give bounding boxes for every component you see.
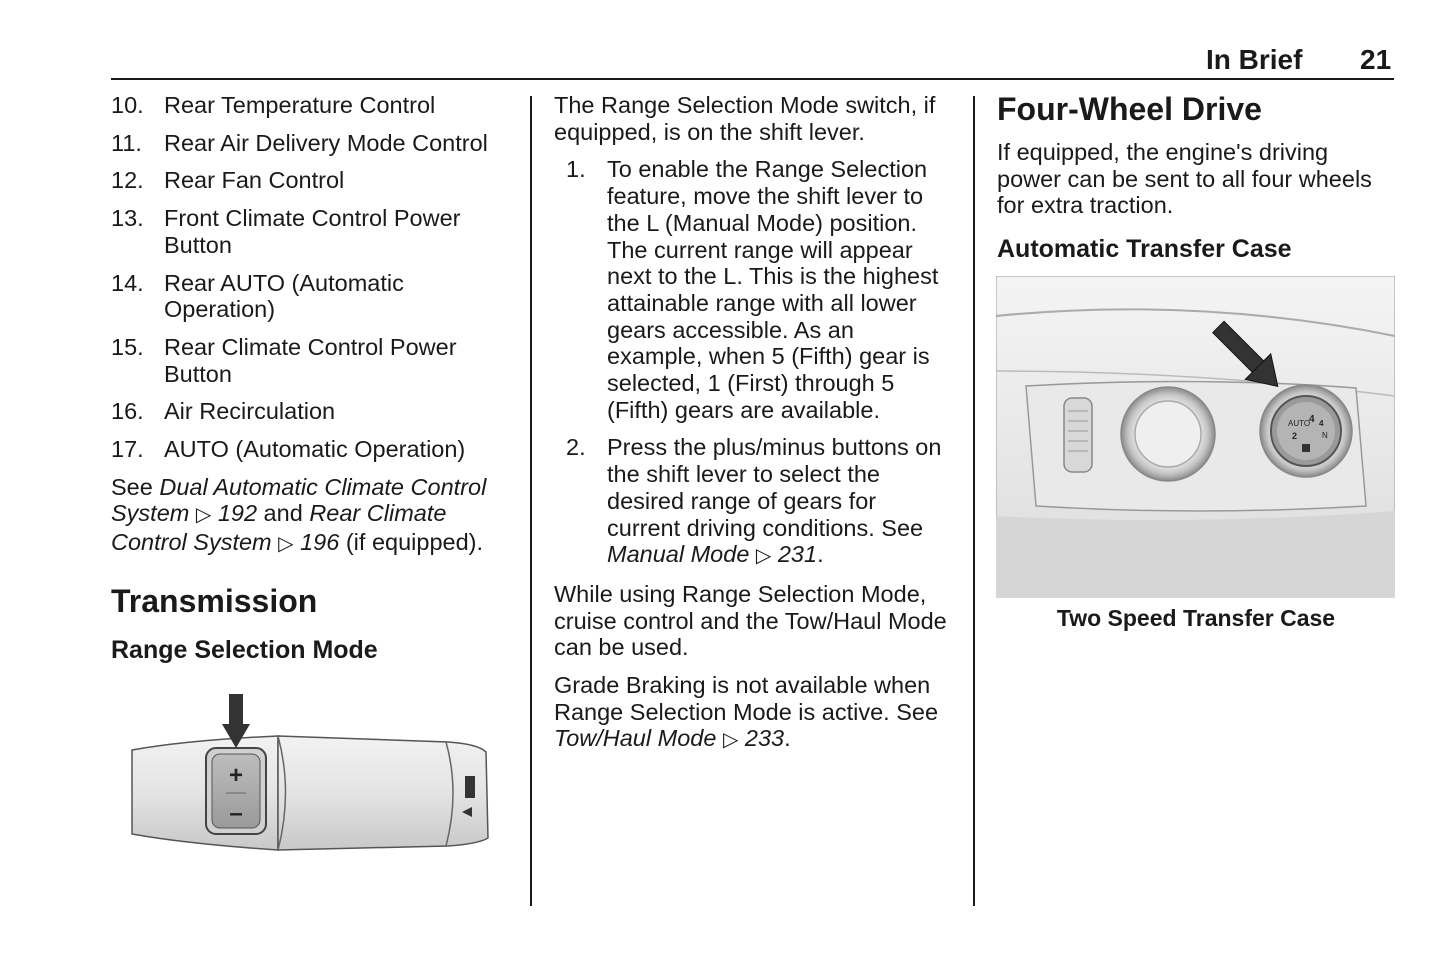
list-text: AUTO (Automatic Operation): [164, 436, 466, 463]
transfer-case-illustration: [996, 276, 1395, 598]
list-number: 14.: [111, 269, 144, 296]
transfer-case-heading: Automatic Transfer Case: [997, 235, 1292, 263]
knob-label-2: 2: [1292, 431, 1298, 441]
list-number: 1.: [566, 156, 586, 183]
svg-text:+: +: [228, 762, 244, 789]
page-reference-icon: ▷: [722, 729, 739, 752]
transmission-heading: Transmission: [111, 583, 318, 619]
range-intro: The Range Selection Mode switch, if equipped, is on the shift lever.: [554, 92, 936, 145]
list-item: [111, 398, 516, 425]
list-item: [554, 156, 947, 423]
list-number: 13.: [111, 205, 144, 232]
list-item: [111, 130, 516, 157]
page-ref-number: 196: [300, 529, 340, 556]
page-reference-icon: ▷: [195, 504, 212, 527]
list-text: Rear Fan Control: [164, 167, 345, 194]
cross-reference-link[interactable]: Tow/Haul Mode: [554, 725, 717, 752]
list-number: 12.: [111, 167, 144, 194]
list-text: Air Recirculation: [164, 398, 336, 425]
list-item: [111, 436, 516, 463]
list-number: 10.: [111, 92, 144, 118]
list-item: [111, 92, 516, 119]
grade-braking-paragraph: Grade Braking is not available when Range Selection Mode is active. See Tow/Haul Mode ▷ 233.: [554, 672, 939, 752]
column-divider: [973, 96, 975, 906]
list-item: [111, 270, 434, 323]
list-number: 11.: [111, 129, 142, 156]
knob-label-auto: AUTO: [1288, 419, 1311, 428]
figure-caption: Two Speed Transfer Case: [1056, 605, 1336, 631]
list-text: Rear Air Delivery Mode Control: [164, 129, 488, 156]
header-rule: [111, 78, 1394, 80]
range-selection-heading: Range Selection Mode: [111, 636, 378, 664]
list-text: Press the plus/minus buttons on the shift lever to select the desired range of gears for current driving conditions. See: [607, 434, 942, 541]
column-2: [554, 92, 954, 754]
cruise-paragraph: While using Range Selection Mode, cruise control and the Tow/Haul Mode can be used.: [554, 580, 947, 661]
knob-label-4-low: 4: [1319, 419, 1324, 428]
cross-reference-link[interactable]: Dual Automatic Climate Control System: [111, 473, 487, 527]
page-ref-number: 231: [777, 541, 818, 568]
list-number: 17.: [111, 436, 144, 463]
page-reference-icon: ▷: [278, 533, 294, 556]
list-number: 16.: [111, 398, 144, 425]
list-number: 2.: [566, 434, 586, 461]
list-item: [111, 334, 474, 387]
column-1: [111, 92, 516, 558]
see-also-paragraph: See Dual Automatic Climate Control System ▷ 192 and Rear Climate Control System ▷ 196 (if equipped).: [111, 473, 487, 556]
section-title: In Brief: [1206, 44, 1303, 75]
knob-label-4: 4: [1309, 414, 1315, 425]
list-text: Front Climate Control Power Button: [164, 205, 461, 258]
svg-text:–: –: [229, 800, 243, 827]
knob-label-n: N: [1322, 431, 1328, 440]
list-text: Rear AUTO (Automatic Operation): [164, 269, 404, 323]
list-item: [111, 205, 464, 258]
shift-lever-illustration: [128, 692, 494, 857]
page-reference-icon: ▷: [755, 545, 772, 568]
column-divider: [530, 96, 532, 906]
cross-reference-link[interactable]: Manual Mode: [607, 541, 750, 568]
list-text: Rear Climate Control Power Button: [164, 333, 457, 387]
list-number: 15.: [111, 333, 144, 360]
list-text: To enable the Range Selection feature, move the shift lever to the L (Manual Mode) position. The current range will appear next to the L. This is the highest attainable range with all lower gears accessible. As an example, when 5 (Fifth) gear is selected, 1 (First) through 5 (Fifth) gears are available.: [607, 156, 939, 423]
page-ref-number: 233: [744, 725, 785, 752]
list-text: Rear Temperature Control: [164, 92, 436, 118]
cross-reference-link[interactable]: Rear Climate Control System: [111, 500, 447, 556]
four-wheel-drive-intro: If equipped, the engine's driving power can be sent to all four wheels for extra traction.: [997, 139, 1372, 219]
four-wheel-drive-heading: Four-Wheel Drive: [997, 91, 1262, 127]
list-item: [111, 167, 516, 194]
page-ref-number: 192: [217, 500, 258, 527]
page-number: 21: [1360, 44, 1392, 75]
list-item: 2. Press the plus/minus buttons on the shift lever to select the desired range of gears for current driving conditions. See Manual Mode ▷ 231.: [566, 434, 942, 568]
